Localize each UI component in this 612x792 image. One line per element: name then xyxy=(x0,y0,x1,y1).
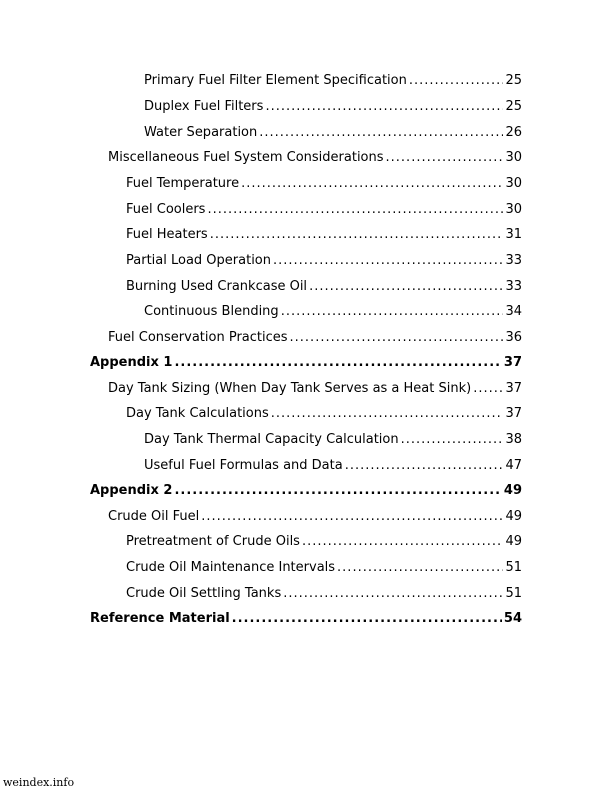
toc-entry-page: 25 xyxy=(505,99,522,114)
toc-leader xyxy=(302,533,504,551)
toc-leader xyxy=(271,405,504,423)
toc-entry-page: 49 xyxy=(505,534,522,549)
toc-entry[interactable] xyxy=(126,585,522,603)
toc-entry[interactable] xyxy=(126,201,522,219)
toc-entry-title: Duplex Fuel Filters xyxy=(144,99,264,114)
toc-entry-title: Useful Fuel Formulas and Data xyxy=(144,458,343,473)
toc-entry[interactable] xyxy=(108,508,522,526)
toc-entry[interactable] xyxy=(126,278,522,296)
toc-entry-title: Partial Load Operation xyxy=(126,253,271,268)
toc-entry-title: Burning Used Crankcase Oil xyxy=(126,279,308,294)
toc-entry-title: Reference Material xyxy=(90,611,230,626)
toc-entry-title: Day Tank Calculations xyxy=(126,406,269,421)
toc-entry-title: Appendix 2 xyxy=(90,483,173,498)
toc-entry-page: 33 xyxy=(505,279,522,294)
toc-leader xyxy=(473,380,503,398)
toc-leader xyxy=(259,124,503,142)
toc-entry[interactable] xyxy=(144,431,522,449)
toc-entry-page: 34 xyxy=(505,304,522,319)
toc-entry-title: Fuel Coolers xyxy=(126,202,206,217)
toc-entry[interactable] xyxy=(144,303,522,321)
toc-leader xyxy=(345,457,504,475)
toc-entry[interactable] xyxy=(108,380,522,398)
toc-entry-title: Appendix 1 xyxy=(90,355,173,370)
toc-leader xyxy=(232,610,502,628)
toc-entry-reference-material[interactable] xyxy=(90,610,522,628)
toc-leader xyxy=(201,508,503,526)
toc-entry-page: 38 xyxy=(505,432,522,447)
toc-leader xyxy=(386,149,504,167)
toc-leader xyxy=(207,201,503,219)
toc-leader xyxy=(409,72,504,90)
toc-entry-page: 33 xyxy=(505,253,522,268)
toc-entry-title: Crude Oil Settling Tanks xyxy=(126,586,282,601)
toc-entry[interactable] xyxy=(126,559,522,577)
toc-entry-page: 37 xyxy=(503,355,522,370)
toc-entry[interactable] xyxy=(108,329,522,347)
toc-leader xyxy=(210,226,504,244)
toc-entry-page: 37 xyxy=(505,381,522,396)
toc-entry[interactable] xyxy=(144,457,522,475)
toc-leader xyxy=(283,585,503,603)
toc-entry-title: Fuel Temperature xyxy=(126,176,240,191)
toc-entry-title: Crude Oil Fuel xyxy=(108,509,200,524)
footer-watermark: weindex.info xyxy=(3,776,75,789)
toc-entry[interactable] xyxy=(144,72,522,90)
toc-leader xyxy=(174,482,501,500)
toc-entry-title: Fuel Heaters xyxy=(126,227,208,242)
toc-entry-page: 51 xyxy=(505,586,522,601)
toc-entry-page: 30 xyxy=(505,150,522,165)
toc-entry-page: 49 xyxy=(505,509,522,524)
toc-entry-title: Water Separation xyxy=(144,125,258,140)
toc-entry[interactable] xyxy=(126,533,522,551)
toc-entry-appendix-2[interactable] xyxy=(90,482,522,500)
toc-entry-page: 54 xyxy=(503,611,522,626)
toc-entry-page: 37 xyxy=(505,406,522,421)
toc-entry[interactable] xyxy=(126,252,522,270)
toc-entry[interactable] xyxy=(126,405,522,423)
toc-leader xyxy=(290,329,504,347)
toc-leader xyxy=(241,175,503,193)
toc-entry-page: 26 xyxy=(505,125,522,140)
toc-entry-page: 51 xyxy=(505,560,522,575)
toc-leader xyxy=(337,559,503,577)
toc-leader xyxy=(174,354,501,372)
toc-entry[interactable] xyxy=(144,98,522,116)
toc-leader xyxy=(309,278,503,296)
toc-entry-title: Primary Fuel Filter Element Specification xyxy=(144,73,407,88)
toc-entry-page: 36 xyxy=(505,330,522,345)
toc-entry-title: Miscellaneous Fuel System Considerations xyxy=(108,150,384,165)
toc-leader xyxy=(265,98,503,116)
toc-entry-title: Crude Oil Maintenance Intervals xyxy=(126,560,336,575)
toc-entry-title: Day Tank Thermal Capacity Calculation xyxy=(144,432,399,447)
toc-entry-page: 25 xyxy=(505,73,522,88)
toc-entry-page: 47 xyxy=(505,458,522,473)
toc-leader xyxy=(401,431,504,449)
toc-entry-title: Day Tank Sizing (When Day Tank Serves as a Heat Sink) xyxy=(108,381,472,396)
toc-entry-page: 30 xyxy=(505,176,522,191)
toc-entry-page: 31 xyxy=(505,227,522,242)
toc-entry-title: Fuel Conservation Practices xyxy=(108,330,288,345)
toc-entry-page: 49 xyxy=(503,483,522,498)
toc-entry[interactable] xyxy=(126,175,522,193)
toc-entry[interactable] xyxy=(108,149,522,167)
toc-entry[interactable] xyxy=(144,124,522,142)
toc-entry-title: Pretreatment of Crude Oils xyxy=(126,534,300,549)
toc-entry-appendix-1[interactable] xyxy=(90,354,522,372)
toc-entry[interactable] xyxy=(126,226,522,244)
toc-entry-title: Continuous Blending xyxy=(144,304,279,319)
toc-leader xyxy=(281,303,504,321)
toc-leader xyxy=(273,252,503,270)
toc-entry-page: 30 xyxy=(505,202,522,217)
